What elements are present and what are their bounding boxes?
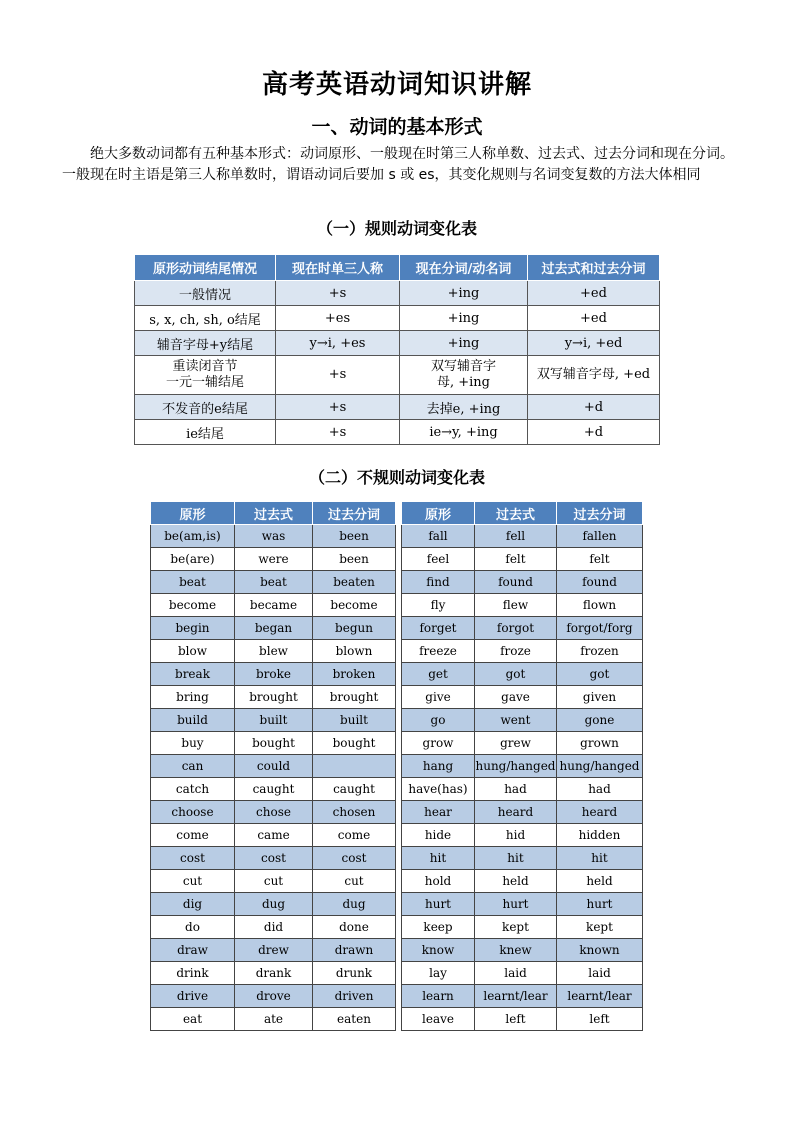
table-cell: ie结尾: [135, 420, 276, 445]
table-cell: fell: [475, 525, 557, 548]
table-cell: beat: [235, 571, 313, 594]
table-cell: came: [235, 824, 313, 847]
table-cell: did: [235, 916, 313, 939]
table-cell: caught: [313, 778, 396, 801]
table-cell: +ing: [400, 306, 528, 331]
column-header: 现在分词/动名词: [400, 255, 528, 281]
table-cell: come: [313, 824, 396, 847]
table-row: [402, 663, 643, 686]
table-cell: find: [402, 571, 475, 594]
table-cell: heard: [557, 801, 643, 824]
table-cell: +s: [276, 420, 400, 445]
table-row: [135, 395, 660, 420]
section-heading: 一、动词的基本形式: [311, 116, 483, 138]
table-row: [151, 939, 396, 962]
table-cell: frozen: [557, 640, 643, 663]
table-cell: built: [313, 709, 396, 732]
table-row: [151, 663, 396, 686]
table-row: [402, 732, 643, 755]
table-cell: hurt: [557, 893, 643, 916]
table-cell: went: [475, 709, 557, 732]
table-row: [135, 420, 660, 445]
table-cell: 去掉e, +ing: [400, 395, 528, 420]
table-cell: catch: [151, 778, 235, 801]
table-cell: be(am,is): [151, 525, 235, 548]
table-cell: get: [402, 663, 475, 686]
table-cell: drawn: [313, 939, 396, 962]
table-cell: bought: [313, 732, 396, 755]
table-cell: begun: [313, 617, 396, 640]
table-cell: drunk: [313, 962, 396, 985]
table-cell: hit: [557, 847, 643, 870]
table-row: [151, 870, 396, 893]
table-cell: brought: [313, 686, 396, 709]
table-row: [402, 571, 643, 594]
table-cell: had: [557, 778, 643, 801]
column-header: 原形: [402, 502, 475, 525]
table-row: [151, 962, 396, 985]
table-cell: blown: [313, 640, 396, 663]
table-cell: y→i, +es: [276, 331, 400, 356]
table-cell: kept: [557, 916, 643, 939]
table-cell: feel: [402, 548, 475, 571]
table-cell: beaten: [313, 571, 396, 594]
table-cell: felt: [557, 548, 643, 571]
table-row: [135, 281, 660, 306]
table-cell: ie→y, +ing: [400, 420, 528, 445]
table-cell: drew: [235, 939, 313, 962]
table-cell: chosen: [313, 801, 396, 824]
table-cell: heard: [475, 801, 557, 824]
table-row: [402, 778, 643, 801]
table-cell: hidden: [557, 824, 643, 847]
table-cell: blow: [151, 640, 235, 663]
table-row: [151, 985, 396, 1008]
table-cell: +ing: [400, 281, 528, 306]
table-cell: +es: [276, 306, 400, 331]
table-cell: go: [402, 709, 475, 732]
table-cell: 重读闭音节 一元一辅结尾: [135, 356, 276, 395]
table-cell: broken: [313, 663, 396, 686]
table-cell: hit: [402, 847, 475, 870]
table-cell: dig: [151, 893, 235, 916]
table-cell: gone: [557, 709, 643, 732]
table-cell: +d: [528, 420, 660, 445]
irregular-verb-table-right: [401, 501, 643, 1031]
table-cell: been: [313, 525, 396, 548]
table-row: [151, 1008, 396, 1031]
table-cell: have(has): [402, 778, 475, 801]
table-cell: hold: [402, 870, 475, 893]
table-row: [151, 571, 396, 594]
table-cell: draw: [151, 939, 235, 962]
table-cell: know: [402, 939, 475, 962]
column-header: 过去式: [475, 502, 557, 525]
table-cell: caught: [235, 778, 313, 801]
table-cell: forget: [402, 617, 475, 640]
table-cell: be(are): [151, 548, 235, 571]
table-row: [151, 594, 396, 617]
table-cell: driven: [313, 985, 396, 1008]
table-row: [151, 617, 396, 640]
table-cell: ate: [235, 1008, 313, 1031]
table-cell: cost: [235, 847, 313, 870]
table-cell: broke: [235, 663, 313, 686]
table-cell: fly: [402, 594, 475, 617]
table-cell: brought: [235, 686, 313, 709]
table-cell: beat: [151, 571, 235, 594]
regular-table-heading: （一）规则动词变化表: [316, 219, 477, 238]
table-row: [402, 709, 643, 732]
table-cell: cost: [151, 847, 235, 870]
table-cell: cut: [313, 870, 396, 893]
table-cell: fall: [402, 525, 475, 548]
table-row: [402, 548, 643, 571]
table-cell: drove: [235, 985, 313, 1008]
table-cell: 双写辅音字母, +ed: [528, 356, 660, 395]
table-row: [402, 801, 643, 824]
table-row: [402, 985, 643, 1008]
table-cell: were: [235, 548, 313, 571]
table-cell: cut: [151, 870, 235, 893]
table-cell: cut: [235, 870, 313, 893]
column-header: 现在时单三人称: [276, 255, 400, 281]
table-cell: leave: [402, 1008, 475, 1031]
table-row: [151, 847, 396, 870]
table-cell: hurt: [402, 893, 475, 916]
table-cell: bought: [235, 732, 313, 755]
table-cell: give: [402, 686, 475, 709]
table-cell: held: [557, 870, 643, 893]
table-cell: left: [475, 1008, 557, 1031]
table-cell: bring: [151, 686, 235, 709]
table-row: [402, 594, 643, 617]
table-cell: break: [151, 663, 235, 686]
column-header: 过去分词: [313, 502, 396, 525]
table-cell: learnt/lear: [557, 985, 643, 1008]
table-row: [151, 686, 396, 709]
table-row: [402, 686, 643, 709]
irregular-table-heading: （二）不规则动词变化表: [308, 468, 485, 487]
table-row: [135, 331, 660, 356]
column-header: 原形动词结尾情况: [135, 255, 276, 281]
table-cell: done: [313, 916, 396, 939]
table-cell: felt: [475, 548, 557, 571]
table-cell: found: [475, 571, 557, 594]
table-row: [402, 939, 643, 962]
table-cell: freeze: [402, 640, 475, 663]
table-cell: chose: [235, 801, 313, 824]
table-cell: built: [235, 709, 313, 732]
table-cell: got: [475, 663, 557, 686]
table-cell: 一般情况: [135, 281, 276, 306]
table-cell: was: [235, 525, 313, 548]
table-row: [151, 801, 396, 824]
column-header: 过去式: [235, 502, 313, 525]
table-cell: known: [557, 939, 643, 962]
table-cell: +ing: [400, 331, 528, 356]
table-row: [151, 548, 396, 571]
table-row: [135, 306, 660, 331]
table-cell: 不发音的e结尾: [135, 395, 276, 420]
table-cell: become: [313, 594, 396, 617]
table-row: [151, 893, 396, 916]
table-cell: s, x, ch, sh, o结尾: [135, 306, 276, 331]
table-cell: flew: [475, 594, 557, 617]
table-cell: blew: [235, 640, 313, 663]
table-cell: could: [235, 755, 313, 778]
table-cell: gave: [475, 686, 557, 709]
table-cell: +ed: [528, 306, 660, 331]
table-cell: given: [557, 686, 643, 709]
table-cell: +s: [276, 356, 400, 395]
table-cell: keep: [402, 916, 475, 939]
table-cell: learnt/lear: [475, 985, 557, 1008]
table-cell: can: [151, 755, 235, 778]
table-cell: y→i, +ed: [528, 331, 660, 356]
table-cell: dug: [313, 893, 396, 916]
table-cell: hid: [475, 824, 557, 847]
intro-paragraph: 绝大多数动词都有五种基本形式：动词原形、一般现在时第三人称单数、过去式、过去分词和现在分词。一般现在时主语是第三人称单数时，谓语动词后要加 s 或 es，其变化规则与名词变复数的方法大体相同: [62, 146, 734, 183]
table-cell: cost: [313, 847, 396, 870]
table-cell: been: [313, 548, 396, 571]
table-cell: [313, 755, 396, 778]
table-cell: hang: [402, 755, 475, 778]
table-row: [151, 916, 396, 939]
table-row: [402, 755, 643, 778]
table-cell: flown: [557, 594, 643, 617]
table-cell: kept: [475, 916, 557, 939]
table-row: [402, 1008, 643, 1031]
table-cell: hear: [402, 801, 475, 824]
table-cell: had: [475, 778, 557, 801]
table-cell: found: [557, 571, 643, 594]
column-header: 过去式和过去分词: [528, 255, 660, 281]
page-title: 高考英语动词知识讲解: [261, 70, 532, 100]
table-cell: got: [557, 663, 643, 686]
table-cell: hurt: [475, 893, 557, 916]
table-cell: fallen: [557, 525, 643, 548]
column-header: 原形: [151, 502, 235, 525]
table-row: [402, 525, 643, 548]
table-cell: become: [151, 594, 235, 617]
table-row: [402, 847, 643, 870]
table-cell: laid: [475, 962, 557, 985]
table-cell: lay: [402, 962, 475, 985]
table-cell: hide: [402, 824, 475, 847]
table-cell: hung/hanged: [475, 755, 557, 778]
table-row: [402, 870, 643, 893]
table-cell: begin: [151, 617, 235, 640]
table-cell: learn: [402, 985, 475, 1008]
table-row: [402, 640, 643, 663]
table-cell: laid: [557, 962, 643, 985]
table-row: [151, 732, 396, 755]
table-row: [151, 824, 396, 847]
table-row: [151, 709, 396, 732]
table-cell: +s: [276, 281, 400, 306]
table-cell: grew: [475, 732, 557, 755]
table-cell: +ed: [528, 281, 660, 306]
regular-verb-table: [134, 254, 660, 445]
table-cell: dug: [235, 893, 313, 916]
table-cell: 辅音字母+y结尾: [135, 331, 276, 356]
table-cell: drank: [235, 962, 313, 985]
table-cell: knew: [475, 939, 557, 962]
table-cell: eaten: [313, 1008, 396, 1031]
table-cell: +d: [528, 395, 660, 420]
table-row: [151, 778, 396, 801]
table-row: [402, 916, 643, 939]
irregular-verb-table-left: [150, 501, 396, 1031]
table-row: [151, 755, 396, 778]
table-cell: forgot/forg: [557, 617, 643, 640]
table-cell: drive: [151, 985, 235, 1008]
table-cell: froze: [475, 640, 557, 663]
table-cell: hit: [475, 847, 557, 870]
table-cell: grown: [557, 732, 643, 755]
table-cell: left: [557, 1008, 643, 1031]
table-cell: began: [235, 617, 313, 640]
table-row: [151, 640, 396, 663]
table-row: [402, 962, 643, 985]
table-cell: grow: [402, 732, 475, 755]
table-cell: 双写辅音字 母, +ing: [400, 356, 528, 395]
column-header: 过去分词: [557, 502, 643, 525]
table-row: [402, 893, 643, 916]
table-cell: hung/hanged: [557, 755, 643, 778]
table-cell: choose: [151, 801, 235, 824]
table-cell: come: [151, 824, 235, 847]
table-row: [402, 824, 643, 847]
table-cell: eat: [151, 1008, 235, 1031]
table-cell: build: [151, 709, 235, 732]
table-row: [135, 356, 660, 395]
table-row: [151, 525, 396, 548]
table-cell: drink: [151, 962, 235, 985]
table-cell: became: [235, 594, 313, 617]
table-cell: buy: [151, 732, 235, 755]
table-cell: held: [475, 870, 557, 893]
table-cell: +s: [276, 395, 400, 420]
table-row: [402, 617, 643, 640]
table-cell: do: [151, 916, 235, 939]
table-cell: forgot: [475, 617, 557, 640]
